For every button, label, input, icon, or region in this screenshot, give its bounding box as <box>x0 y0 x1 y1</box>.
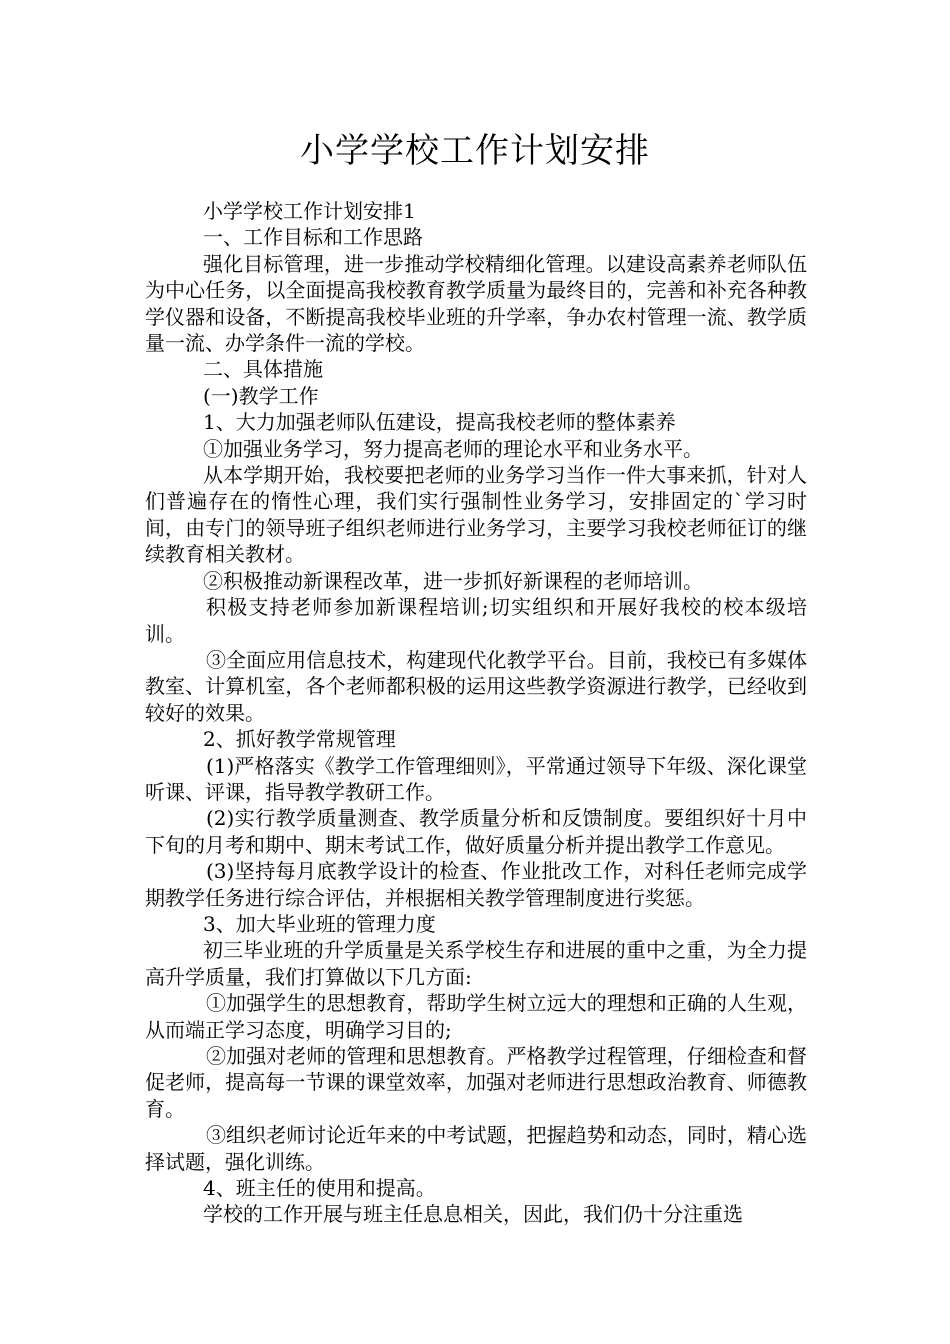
paragraph: 积极支持老师参加新课程培训;切实组织和开展好我校的校本级培训。 <box>145 595 807 646</box>
paragraph-heading-2: 二、具体措施 <box>203 357 323 382</box>
paragraph-item: ①加强业务学习，努力提高老师的理论水平和业务水平。 <box>203 436 703 461</box>
paragraph: 强化目标管理，进一步推动学校精细化管理。以建设高素养老师队伍为中心任务，以全面提高我校教育教学质量为最终目的，完善和补充各种教学仪器和设备，不断提高我校毕业班的升学率，争办农村管理一流、教学质量一流、办学条件一流的学校。 <box>145 251 807 356</box>
document-body <box>145 198 807 1228</box>
paragraph-item: ③组织老师讨论近年来的中考试题，把握趋势和动态，同时，精心选择试题，强化训练。 <box>145 1123 807 1174</box>
paragraph-item: 2、抓好教学常规管理 <box>203 727 396 752</box>
paragraph-subtitle: 小学学校工作计划安排1 <box>203 199 416 223</box>
paragraph-item: 4、班主任的使用和提高。 <box>203 1176 436 1201</box>
paragraph-item: ②加强对老师的管理和思想教育。严格教学过程管理，仔细检查和督促老师，提高每一节课的课堂效率，加强对老师进行思想政治教育、师德教育。 <box>145 1044 807 1121</box>
paragraph-item: ③全面应用信息技术，构建现代化教学平台。目前，我校已有多媒体教室、计算机室，各个老师都积极的运用这些教学资源进行教学，已经收到较好的效果。 <box>145 647 807 725</box>
paragraph: 初三毕业班的升学质量是关系学校生存和进展的重中之重，为全力提高升学质量，我们打算做以下几方面: <box>145 938 807 989</box>
paragraph-item: (2)实行教学质量测查、教学质量分析和反馈制度。要组织好十月中下旬的月考和期中、期末考试工作，做好质量分析并提出教学工作意见。 <box>145 806 807 857</box>
paragraph: 从本学期开始，我校要把老师的业务学习当作一件大事来抓，针对人们普遍存在的惰性心理，我们实行强制性业务学习，安排固定的`学习时间，由专门的领导班子组织老师进行业务学习，主要学习我校老师征订的继续教育相关教材。 <box>145 463 807 567</box>
paragraph: 学校的工作开展与班主任息息相关，因此，我们仍十分注重选 <box>203 1202 743 1227</box>
paragraph-item: 1、大力加强老师队伍建设，提高我校老师的整体素养 <box>203 410 676 435</box>
paragraph-item: ②积极推动新课程改革，进一步抓好新课程的老师培训。 <box>203 568 703 593</box>
paragraph-item: (3)坚持每月底教学设计的检查、作业批改工作，对科任老师完成学期教学任务进行综合评估，并根据相关教学管理制度进行奖惩。 <box>145 859 807 910</box>
paragraph-item: ①加强学生的思想教育，帮助学生树立远大的理想和正确的人生观，从而端正学习态度，明确学习目的; <box>145 991 807 1042</box>
paragraph-heading-1: 一、工作目标和工作思路 <box>203 225 423 250</box>
document-title: 小学学校工作计划安排 <box>300 131 650 171</box>
paragraph-item: 3、加大毕业班的管理力度 <box>203 911 436 936</box>
paragraph-item: (1)严格落实《教学工作管理细则》，平常通过领导下年级、深化课堂听课、评课，指导教学教研工作。 <box>145 753 807 804</box>
paragraph-heading-3: (一)教学工作 <box>203 383 319 408</box>
